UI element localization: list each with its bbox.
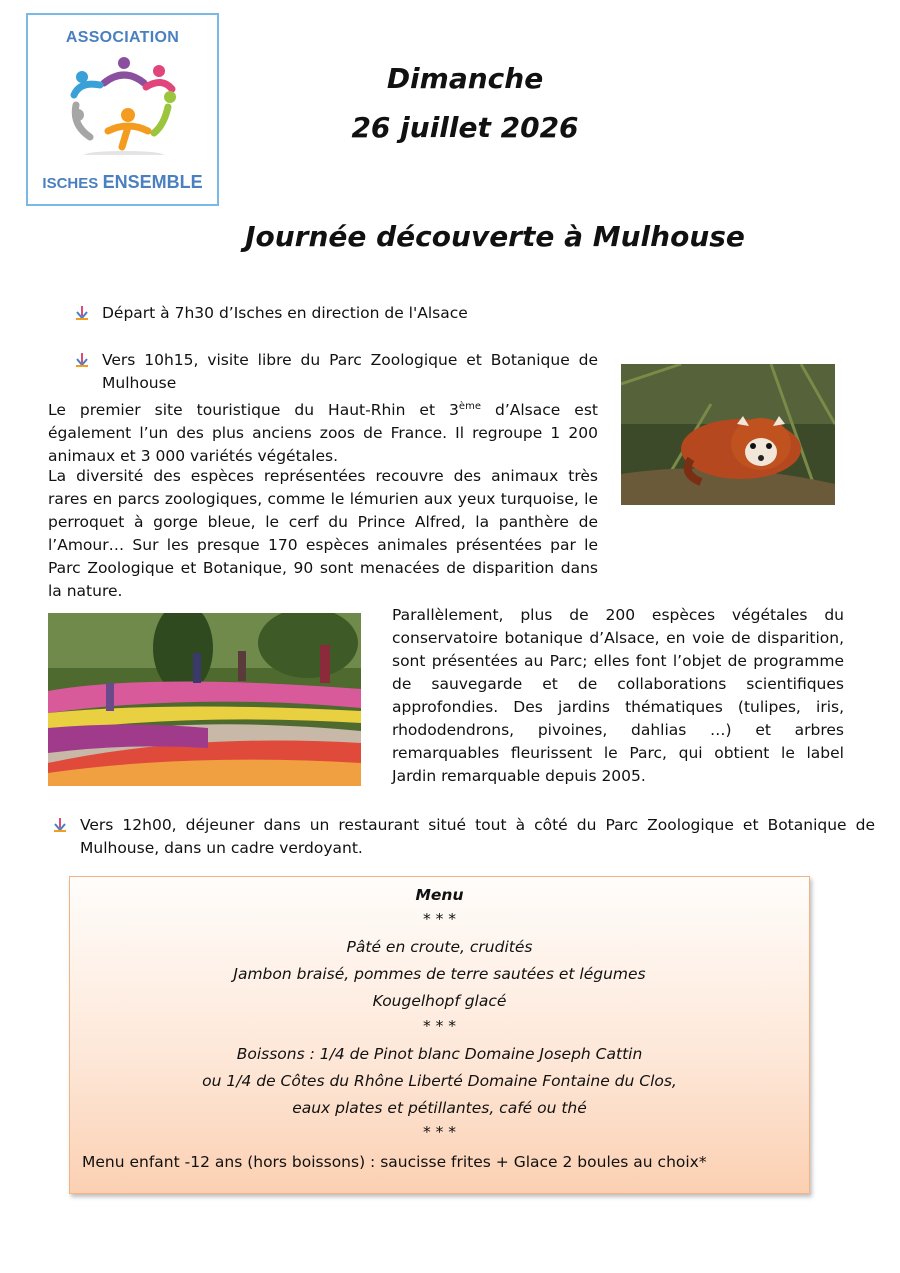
menu-drinks-line2: ou 1/4 de Côtes du Rhône Liberté Domaine Fontaine du Clos, (202, 1072, 677, 1090)
menu-title: Menu (415, 886, 464, 904)
menu-starter: Pâté en croute, crudités (346, 938, 533, 956)
zoo-description: Le premier site touristique du Haut-Rhin et 3ème d’Alsace est également l’un des plus anciens zoos de France. Il regroupe 1 200 animaux et 3 000 variétés végétales. (48, 401, 598, 466)
people-circle-icon (64, 55, 184, 155)
menu-separator: * * * (422, 1017, 457, 1035)
menu-drinks-line1: Boissons : 1/4 de Pinot blanc Domaine Joseph Cattin (236, 1045, 643, 1063)
menu-box (69, 876, 810, 1194)
bullet-dejeuner: Vers 12h00, déjeuner dans un restaurant situé tout à côté du Parc Zoologique et Botanique de Mulhouse, dans un cadre verdoyant. (80, 816, 875, 857)
bullet-icon (52, 817, 68, 833)
menu-separator: * * * (422, 910, 457, 928)
menu-child: Menu enfant -12 ans (hors boissons) : saucisse frites + Glace 2 boules au choix* (82, 1153, 707, 1171)
logo-top-text: ASSOCIATION (65, 29, 180, 46)
species-description: La diversité des espèces représentées recouvre des animaux très rares en parcs zoologiques, comme le lémurien aux yeux turquoise, le perroquet à gorge bleue, le cerf du Prince Alfred, la panthère de l’Amour… Sur les presque 170 espèces animales présentées par le Parc Zoologique et Botanique, 90 sont menacées de disparition dans la nature. (48, 467, 598, 600)
bullet-icon (74, 352, 90, 368)
logo-bottom-text: ISCHES ENSEMBLE (42, 172, 203, 192)
event-day: Dimanche (386, 62, 544, 95)
botanical-description: Parallèlement, plus de 200 espèces végétales du conservatoire botanique d’Alsace, en voie de disparition, sont présentées au Parc; elles font l’objet de programme de sauvegarde et de collaborations scientifiques approfondies. Des jardins thématiques (tulipes, iris, rhododendrons, pivoines, dahlias …) et arbres remarquables fleurissent le Parc, qui obtient le label Jardin remarquable depuis 2005. (392, 606, 844, 785)
bullet-icon (74, 305, 90, 321)
menu-drinks-line3: eaux plates et pétillantes, café ou thé (292, 1099, 587, 1117)
page-title: Journée découverte à Mulhouse (245, 220, 745, 253)
menu-main: Jambon braisé, pommes de terre sautées et légumes (233, 965, 646, 983)
red-panda-photo (621, 364, 835, 505)
menu-dessert: Kougelhopf glacé (372, 992, 507, 1010)
bullet-depart: Départ à 7h30 d’Isches en direction de l'Alsace (102, 304, 468, 322)
event-date: 26 juillet 2026 (351, 111, 579, 144)
tulip-garden-photo (48, 613, 361, 786)
association-logo (26, 13, 219, 206)
menu-separator: * * * (422, 1123, 457, 1141)
bullet-visite: Vers 10h15, visite libre du Parc Zoologique et Botanique de Mulhouse (102, 351, 598, 392)
